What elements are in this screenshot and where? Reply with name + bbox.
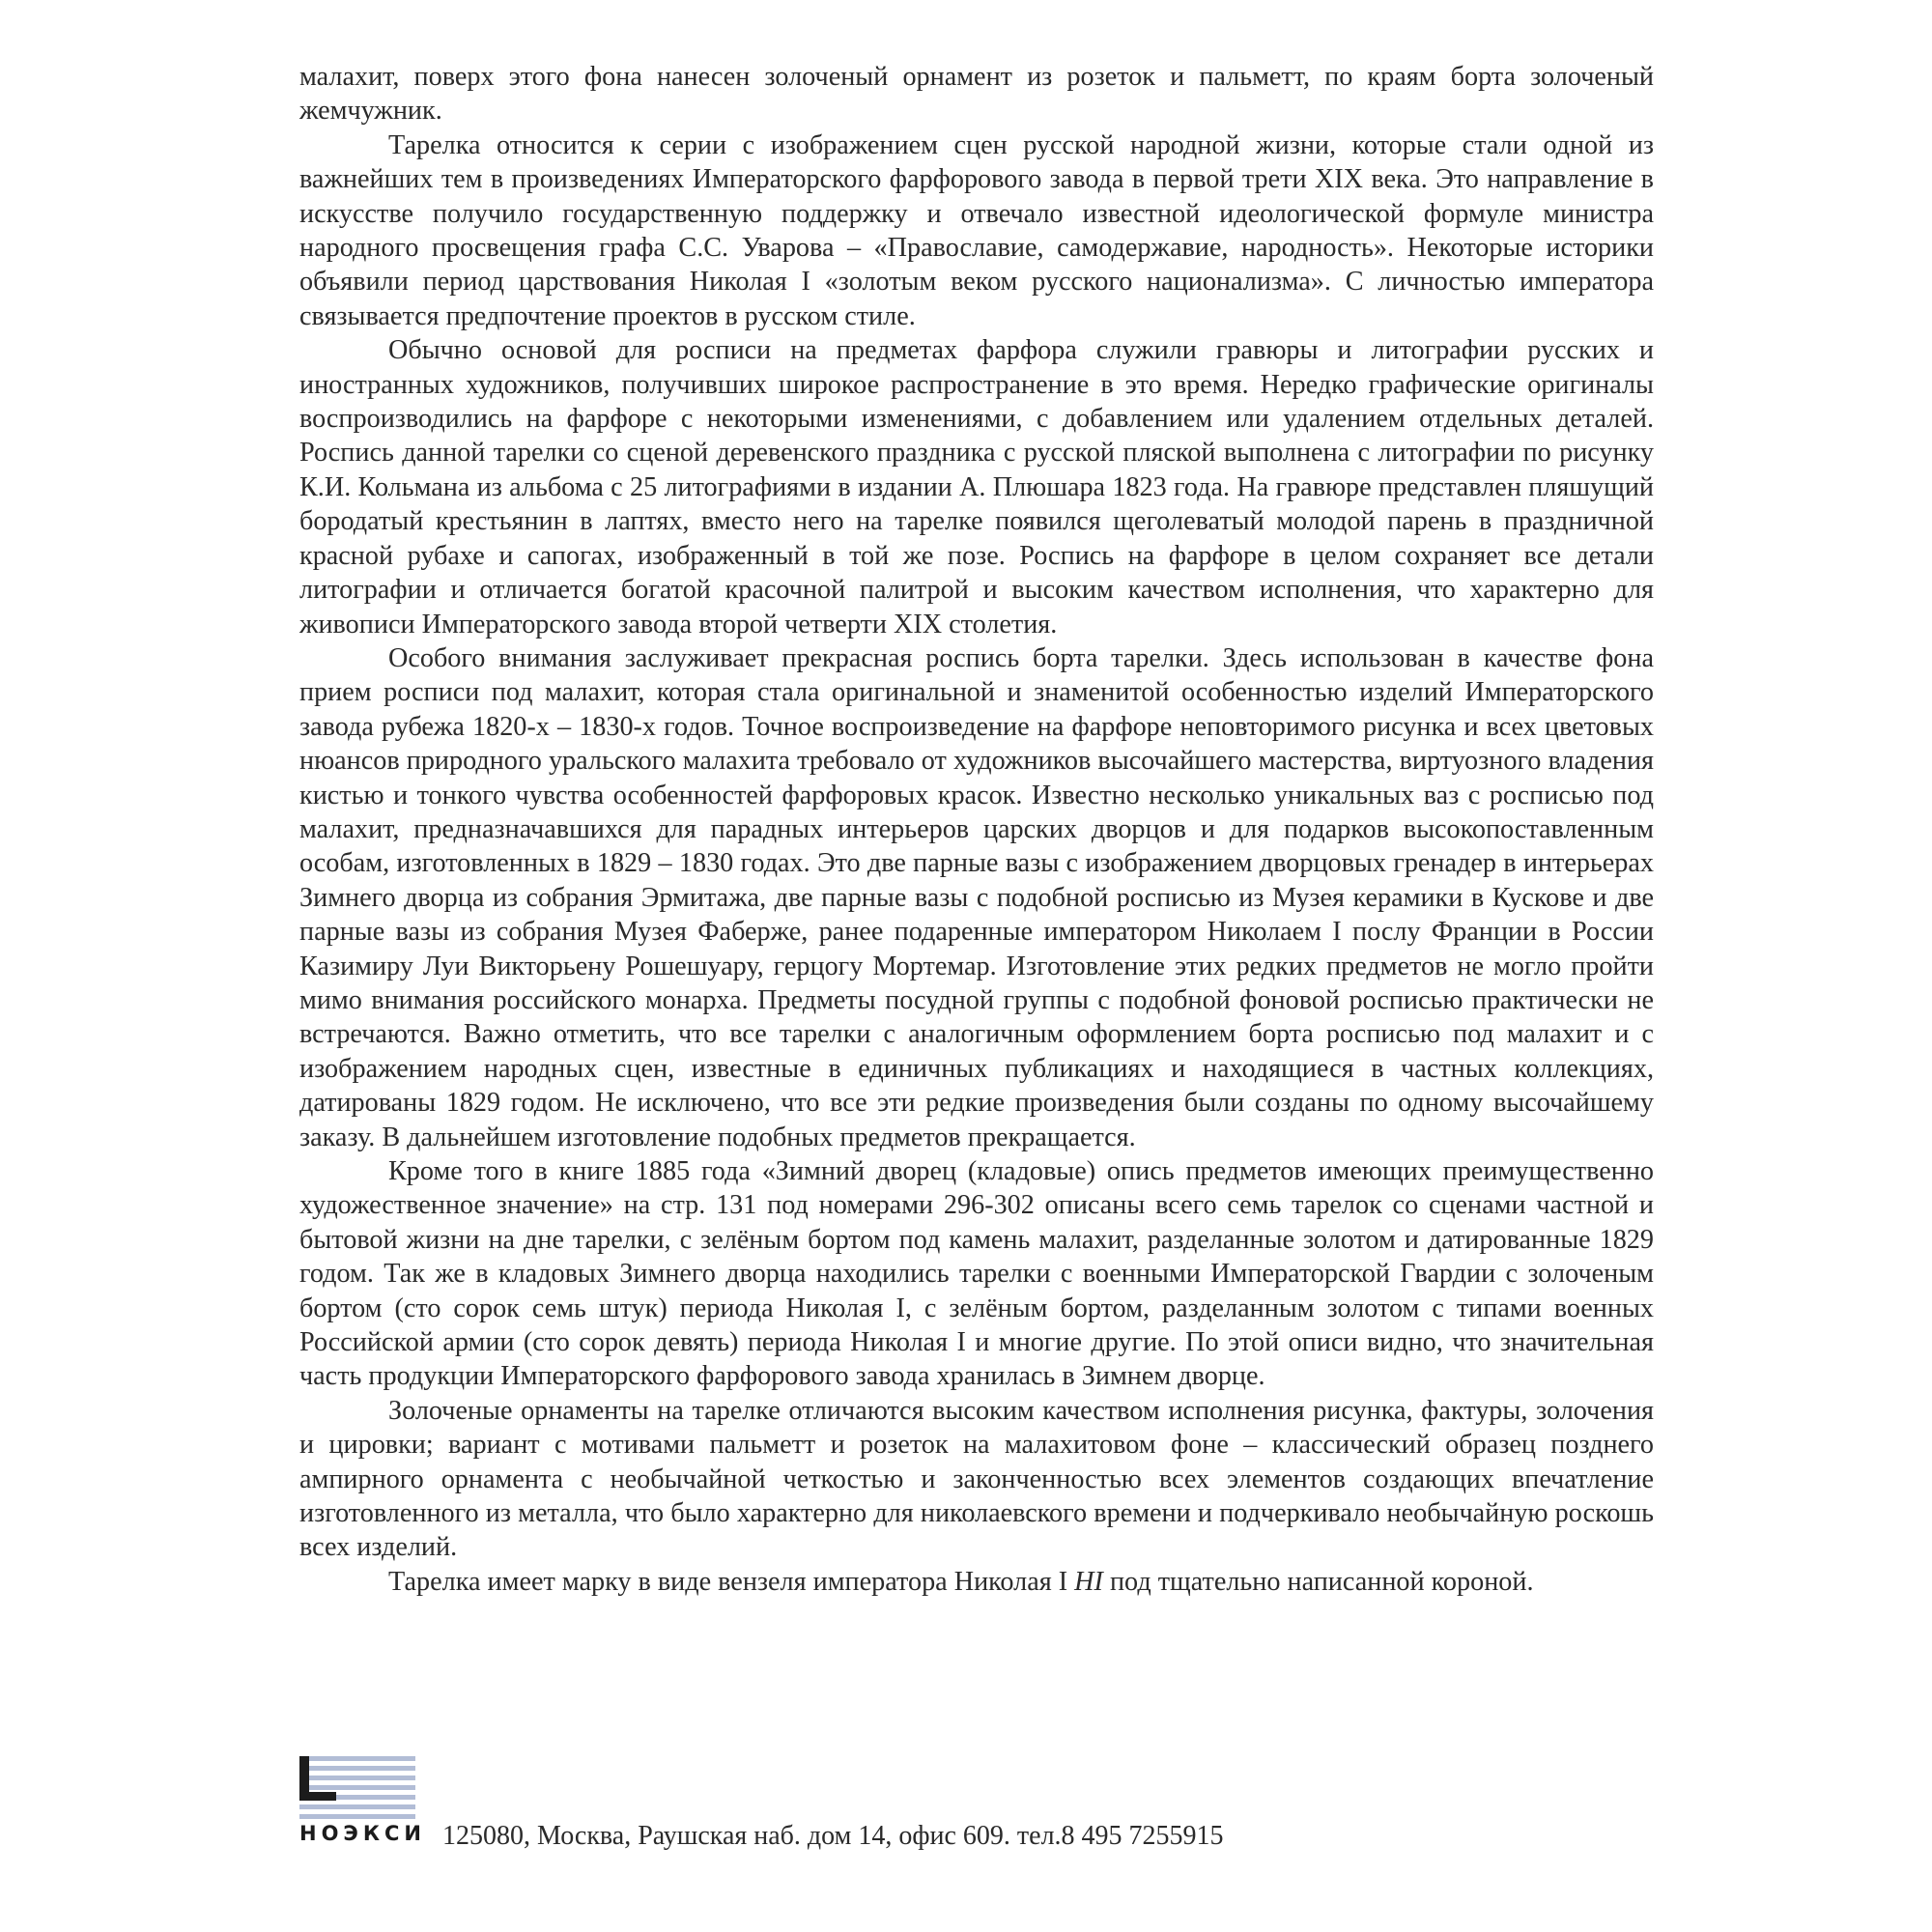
monogram-text: HI — [1074, 1566, 1103, 1597]
paragraph-1: малахит, поверх этого фона нанесен золоченый орнамент из розеток и пальметт, по краям борта золоченый жемчужник. — [299, 62, 1654, 127]
noexi-logo-mark-icon — [299, 1756, 415, 1820]
noexi-logo — [299, 1756, 426, 1845]
article-body — [299, 60, 1654, 1599]
paragraph-7 — [299, 1565, 1654, 1599]
paragraph-7-end: под тщательно написанной короной. — [1102, 1566, 1534, 1597]
paragraph-5: Кроме того в книге 1885 года «Зимний дворец (кладовые) опись предметов имеющих преимущественно художественное значение» на стр. 131 под номерами 296-302 описаны всего семь тарелок со сценами частной и бытовой жизни на дне тарелки, с зелёным бортом под камень малахит, разделанные золотом и датированные 1829 годом. Так же в кладовых Зимнего дворца находились тарелки с военными Императорской Гвардии с золоченым бортом (сто сорок семь штук) периода Николая I, с зелёным бортом, разделанным золотом с типами военных Российской армии (сто сорок девять) периода Николая I и многие другие. По этой описи видно, что значительная часть продукции Императорского фарфорового завода хранилась в Зимнем дворце. — [299, 1156, 1654, 1392]
paragraph-3: Обычно основой для росписи на предметах фарфора служили гравюры и литографии русских и иностранных художников, получивших широкое распространение в это время. Нередко графические оригиналы воспроизводились на фарфоре с некоторыми изменениями, с добавлением или удалением отдельных деталей. Роспись данной тарелки со сценой деревенского праздника с русской пляской выполнена с литографии по рисунку К.И. Кольмана из альбома с 25 литографиями в издании А. Плюшара 1823 года. На гравюре представлен пляшущий бородатый крестьянин в лаптях, вместо него на тарелке появился щеголеватый молодой парень в праздничной красной рубахе и сапогах, изображенный в той же позе. Роспись на фарфоре в целом сохраняет все детали литографии и отличается богатой красочной палитрой и высоким качеством исполнения, что характерно для живописи Императорского завода второй четверти XIX столетия. — [299, 335, 1654, 639]
footer-address: 125080, Москва, Раушская наб. дом 14, офис 609. тел.8 495 7255915 — [442, 1821, 1224, 1851]
paragraph-7-start: Тарелка имеет марку в виде вензеля императора Николая I — [388, 1566, 1075, 1597]
logo-wordmark: НОЭКСИ — [299, 1822, 426, 1845]
paragraph-2: Тарелка относится к серии с изображением сцен русской народной жизни, которые стали одной из важнейших тем в произведениях Императорского фарфорового завода в первой трети XIX века. Это направление в искусстве получило государственную поддержку и отвечало известной идеологической формуле министра народного просвещения графа С.С. Уварова – «Православие, самодержавие, народность». Некоторые историки объявили период царствования Николая I «золотым веком русского национализма». С личностью императора связывается предпочтение проектов в русском стиле. — [299, 129, 1654, 331]
paragraph-4: Особого внимания заслуживает прекрасная роспись борта тарелки. Здесь использован в качестве фона прием росписи под малахит, которая стала оригинальной и знаменитой особенностью изделий Императорского завода рубежа 1820-х – 1830-х годов. Точное воспроизведение на фарфоре неповторимого рисунка и всех цветовых нюансов природного уральского малахита требовало от художников высочайшего мастерства, виртуозного владения кистью и тонкого чувства особенностей фарфоровых красок. Известно несколько уникальных ваз с росписью под малахит, предназначавшихся для парадных интерьеров царских дворцов и для подарков высокопоставленным особам, изготовленных в 1829 – 1830 годах. Это две парные вазы с изображением дворцовых гренадер в интерьерах Зимнего дворца из собрания Эрмитажа, две парные вазы с подобной росписью из Музея керамики в Кускове и две парные вазы из собрания Музея Фаберже, ранее подаренные императором Николаем I послу Франции в России Казимиру Луи Викторьену Рошешуару, герцогу Мортемар. Изготовление этих редких предметов не могло пройти мимо внимания российского монарха. Предметы посудной группы с подобной фоновой росписью практически не встречаются. Важно отметить, что все тарелки с аналогичным оформлением борта росписью под малахит и с изображением народных сцен, известные в единичных публикациях и находящиеся в частных коллекциях, датированы 1829 годом. Не исключено, что все эти редкие произведения были созданы по одному высочайшему заказу. В дальнейшем изготовление подобных предметов прекращается. — [299, 642, 1654, 1152]
logo-stripes — [299, 1756, 415, 1819]
paragraph-6: Золоченые орнаменты на тарелке отличаются высоким качеством исполнения рисунка, фактуры, золочения и цировки; вариант с мотивами пальметт и розеток на малахитовом фоне – классический образец позднего ампирного орнамента с необычайной четкостью и законченностью всех элементов создающих впечатление изготовленного из металла, что было характерно для николаевского времени и подчеркивало необычайную роскошь всех изделий. — [299, 1395, 1654, 1563]
